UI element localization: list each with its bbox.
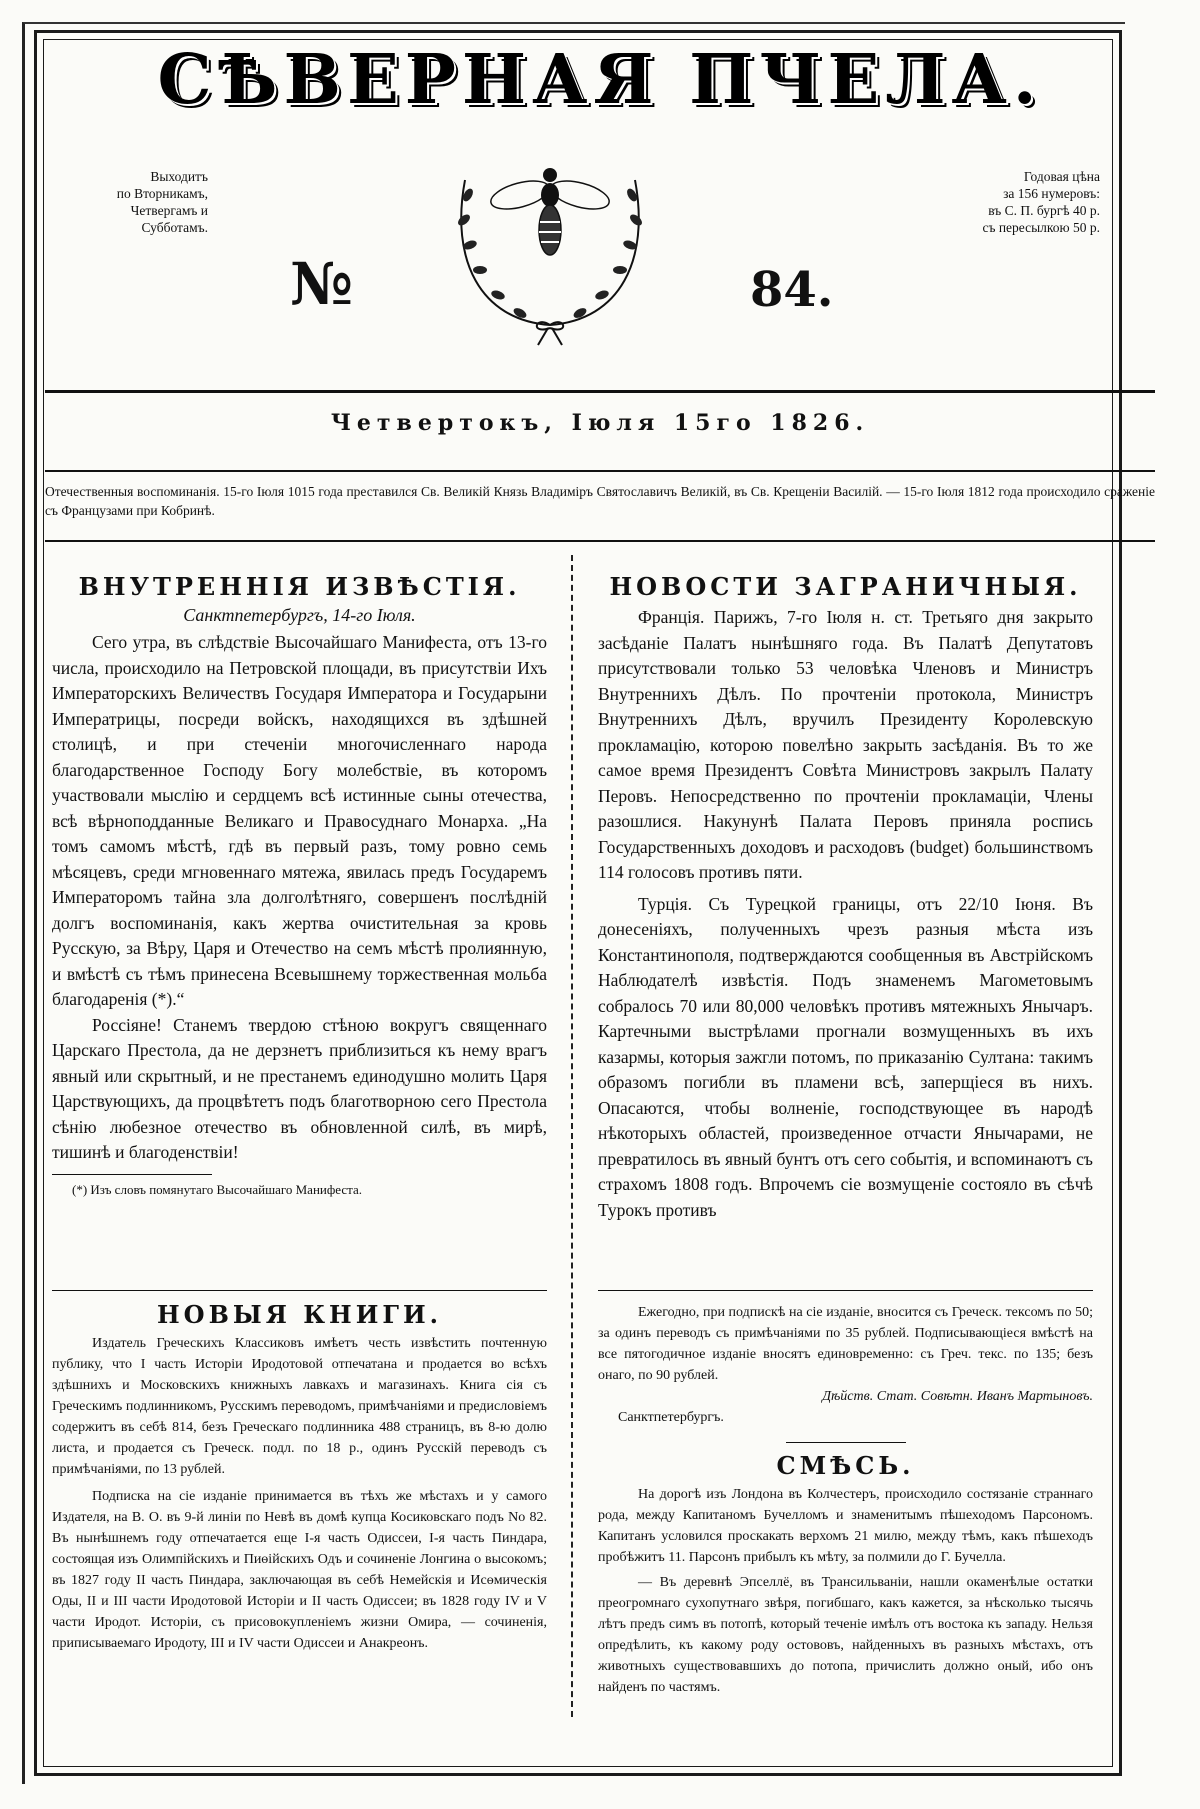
header-rule — [45, 390, 1155, 393]
schedule-line: по Вторникамъ, — [116, 186, 208, 201]
ribbon-bow-icon — [537, 322, 563, 345]
column-divider — [571, 555, 573, 1717]
article-dateline: Санктпетербургъ, 14-го Іюля. — [183, 605, 416, 625]
publication-schedule — [78, 168, 208, 236]
memorial-rule — [45, 540, 1155, 542]
article-paragraph: Франція. Парижъ, 7-го Іюля н. ст. Третьяго дня закрыто засѣданіе Палатъ нынѣшняго года. Въ Палатѣ Депутатовъ присутствовали только 53 человѣка Членовъ и Министръ Внутреннихъ Дѣлъ. По прочтеніи протокола, Министръ Внутреннихъ Дѣлъ, вручилъ Президенту Королевскую прокламацію, которою повелѣно закрыть засѣданія. Въ то же самое время Президентъ Совѣта Министровъ закрылъ Палату Перовъ. Непосредственно по прочтеніи прокламаціи, Члены разошлися. Накунунѣ Палата Перовъ приняла роспись Государственныхъ доходовъ и расходовъ (budget) большинствомъ 114 голосовъ противъ пяти. — [598, 607, 1093, 882]
bee-wreath-emblem — [420, 150, 680, 350]
price-line: Годовая цѣна — [1023, 169, 1100, 184]
bee-icon — [488, 168, 612, 255]
section-title: НОВЫЯ КНИГИ. — [156, 1300, 442, 1329]
price-line: въ С. П. бургѣ 40 р. — [988, 203, 1100, 218]
schedule-line: Выходитъ — [150, 169, 208, 184]
schedule-line: Субботамъ. — [141, 220, 208, 235]
issue-dateline: Четвертокъ, Іюля 15го 1826. — [330, 410, 870, 436]
section-title: ВНУТРЕННІЯ ИЗВѢСТІЯ. — [78, 572, 521, 601]
new-books — [52, 1300, 547, 1654]
article-paragraph: Сего утра, въ слѣдствіе Высочайшаго Манифеста, отъ 13-го числа, происходило на Петровской площади, въ присутствіи Ихъ Императорскихъ Величествъ Государя Императора и Государыни Императрицы, посреди войскъ, находящихся въ здѣшней столицѣ, и при стеченіи многочисленнаго народа благодарственное Господу Богу молебствіе, въ которомъ участвовали мыслію и сердцемъ всѣ истинные сыны отечества, всѣ вѣрноподданные Великаго и Правосуднаго Монарха. „На томъ самомъ мѣстѣ, гдѣ въ первый разъ, тому ровно семь мѣсяцевъ, среди мгновеннаго мятежа, явилась предъ Государемъ Императоромъ тайна зла долголѣтняго, совершенъ послѣдній долгъ воспоминанія, какъ жертва очистительная за кровь Русскую, за Вѣру, Царя и Отечество на семъ мѣстѣ пролиянную, и вмѣстѣ съ тѣмъ принесена Всевышнему торжественная мольба благодаренія (*).“ — [52, 632, 547, 1009]
footnote: (*) Изъ словъ помянутаго Высочайшаго Манифеста. — [72, 1181, 362, 1197]
price-line: съ пересылкою 50 р. — [982, 220, 1100, 235]
foreign-news — [598, 572, 1093, 1223]
continuation-rule — [598, 1290, 1093, 1291]
continuation-paragraph: Ежегодно, при подпискѣ на сіе изданіе, вносится съ Греческ. тексомъ по 50; за одинъ переводъ съ примѣчаніями по 35 рублей. Подписывающіеся вмѣстѣ на все пятогодичное изданіе вносятъ единовременно: съ Греч. текс. по 135; безъ онаго, по 90 рублей. — [598, 1305, 1093, 1383]
book-paragraph: Издатель Греческихъ Классиковъ имѣетъ честь извѣстить почтенную публику, что I часть Исторіи Иродотовой отпечатана и продается во всѣхъ здѣшнихъ и Московскихъ книжныхъ лавкахъ и магазинахъ. Книга сія съ Греческимъ подлинникомъ, Русскимъ переводомъ, примѣчаніями и предисловіемъ содержитъ въ себѣ 814, безъ Греческаго подлинника 488 страницъ, въ 8-ю долю листа, и продается съ Греческ. подл. по 18 р., одинъ Русскій переводъ съ примѣчаніями, по 13 рублей. — [52, 1336, 547, 1477]
misc-paragraph: — Въ деревнѣ Эпселлё, въ Трансильваніи, нашли окаменѣлые остатки преогромнаго сухопутнаго звѣря, погибшаго, какъ кажется, за нѣсколько тысячь лѣтъ предъ симъ въ потопѣ, который теченіе имѣлъ отъ востока къ западу. Нельзя опредѣлить, къ какому роду остововъ, найденныхъ въ разныхъ мѣстахъ, отъ животныхъ существовавшихъ до потопа, причислить должно оный, ибо онъ найденъ по частямъ. — [598, 1575, 1093, 1695]
memorial-note: Отечественныя воспоминанія. 15-го Іюля 1015 года преставился Св. Великій Князь Владиміръ Святославичъ Великій, въ Св. Крещеніи Василій. — 15-го Іюля 1812 года происходило сраженіе съ Французами при Кобринѣ. — [45, 484, 1155, 518]
schedule-line: Четвергамъ и — [130, 203, 208, 218]
book-paragraph: Подписка на сіе изданіе принимается въ тѣхъ же мѣстахъ и у самого Издателя, на В. О. въ 9-й линіи по Невѣ въ домѣ купца Косиковскаго подъ No 82. Въ нынѣшнемъ году отпечатается еще I-я часть Одиссеи, I-я часть Пиндара, состоящая изъ Олимпійскихъ и Пиѳійскихъ Одъ и сочиненіе Лонгина о высокомъ; въ 1827 году II часть Пиндара, заключающая въ себѣ Немейскія и Исѳмическія Оды, II и III части Иродотовой Исторіи и II часть Одиссеи; въ 1828 году IV и V части Иродот. Исторіи, съ присовокупленіемъ жизни Омира, — сочиненія, приписываемаго Иродоту, III и IV части Одиссеи и Анакреонъ. — [52, 1489, 547, 1651]
section-title: НОВОСТИ ЗАГРАНИЧНЫЯ. — [609, 572, 1082, 601]
place: Санктпетербургъ. — [618, 1410, 724, 1425]
price-line: за 156 нумеровъ: — [1003, 186, 1100, 201]
dateline-rule — [45, 470, 1155, 472]
misc-paragraph: На дорогѣ изъ Лондона въ Колчестеръ, происходило состязаніе страннаго рода, между Капитаномъ Бучелломъ и знаменитымъ пѣшеходомъ Парсономъ. Капитанъ условился проскакать верхомъ 21 милю, между тѣмъ, какъ пѣшеходъ пробѣжитъ 11. Парсонъ прибылъ къ мѣту, за полмили до Г. Бучелла. — [598, 1487, 1093, 1565]
subscription-price — [930, 168, 1100, 236]
issue-number-sign: № — [290, 250, 354, 318]
article-paragraph: Турція. Съ Турецкой границы, отъ 22/10 Іюня. Въ донесеніяхъ, полученныхъ чрезъ разныя мѣста изъ Константинополя, подтверждаются сообщенныя въ Австрійскомъ Наблюдателѣ извѣстія. Подъ знаменемъ Магометовымъ собралось 70 или 80,000 человѣкъ противъ мятежныхъ Янычаръ. Картечными выстрѣлами прогнали возмущенныхъ въ ихъ казармы, которыя зажгли потомъ, по приказанію Султана: такимъ образомъ погибли въ пламени всѣ, заперщіеся въ нихъ. Опасаются, чтобы волненіе, господствующее въ народѣ нѣкоторыхъ областей, произведенное отчасти Янычарами, не превратилось въ явный бунтъ отъ сего событія, и вспоминаютъ съ страхомъ 1808 годъ. Впрочемъ сіе возмущеніе состояло въ сѣчѣ Турокъ противъ — [598, 893, 1093, 1220]
signer: Дѣйств. Стат. Совѣтн. Иванъ Мартыновъ. — [822, 1389, 1093, 1404]
books-rule — [52, 1290, 547, 1291]
article-paragraph: Россіяне! Станемъ твердою стѣною вокругъ священнаго Царскаго Престола, да не дерзнетъ приблизиться къ нему врагъ явный или скрытный, и не престанемъ единодушно молить Царя Царствующихъ, да процвѣтетъ подъ благотворною сего Престола сѣнію любезное отечество въ обновленной силѣ, въ мирѣ, тишинѣ и благоденствіи! — [52, 1014, 547, 1162]
section-title: СМѢСЬ. — [776, 1451, 915, 1480]
books-continuation — [598, 1302, 1093, 1698]
masthead-title: СѢВЕРНАЯ ПЧЕЛА. — [157, 40, 1043, 120]
footnote-rule — [52, 1174, 212, 1175]
issue-number: 84. — [750, 262, 834, 318]
misc-rule — [786, 1442, 906, 1443]
internal-news — [52, 572, 547, 1199]
